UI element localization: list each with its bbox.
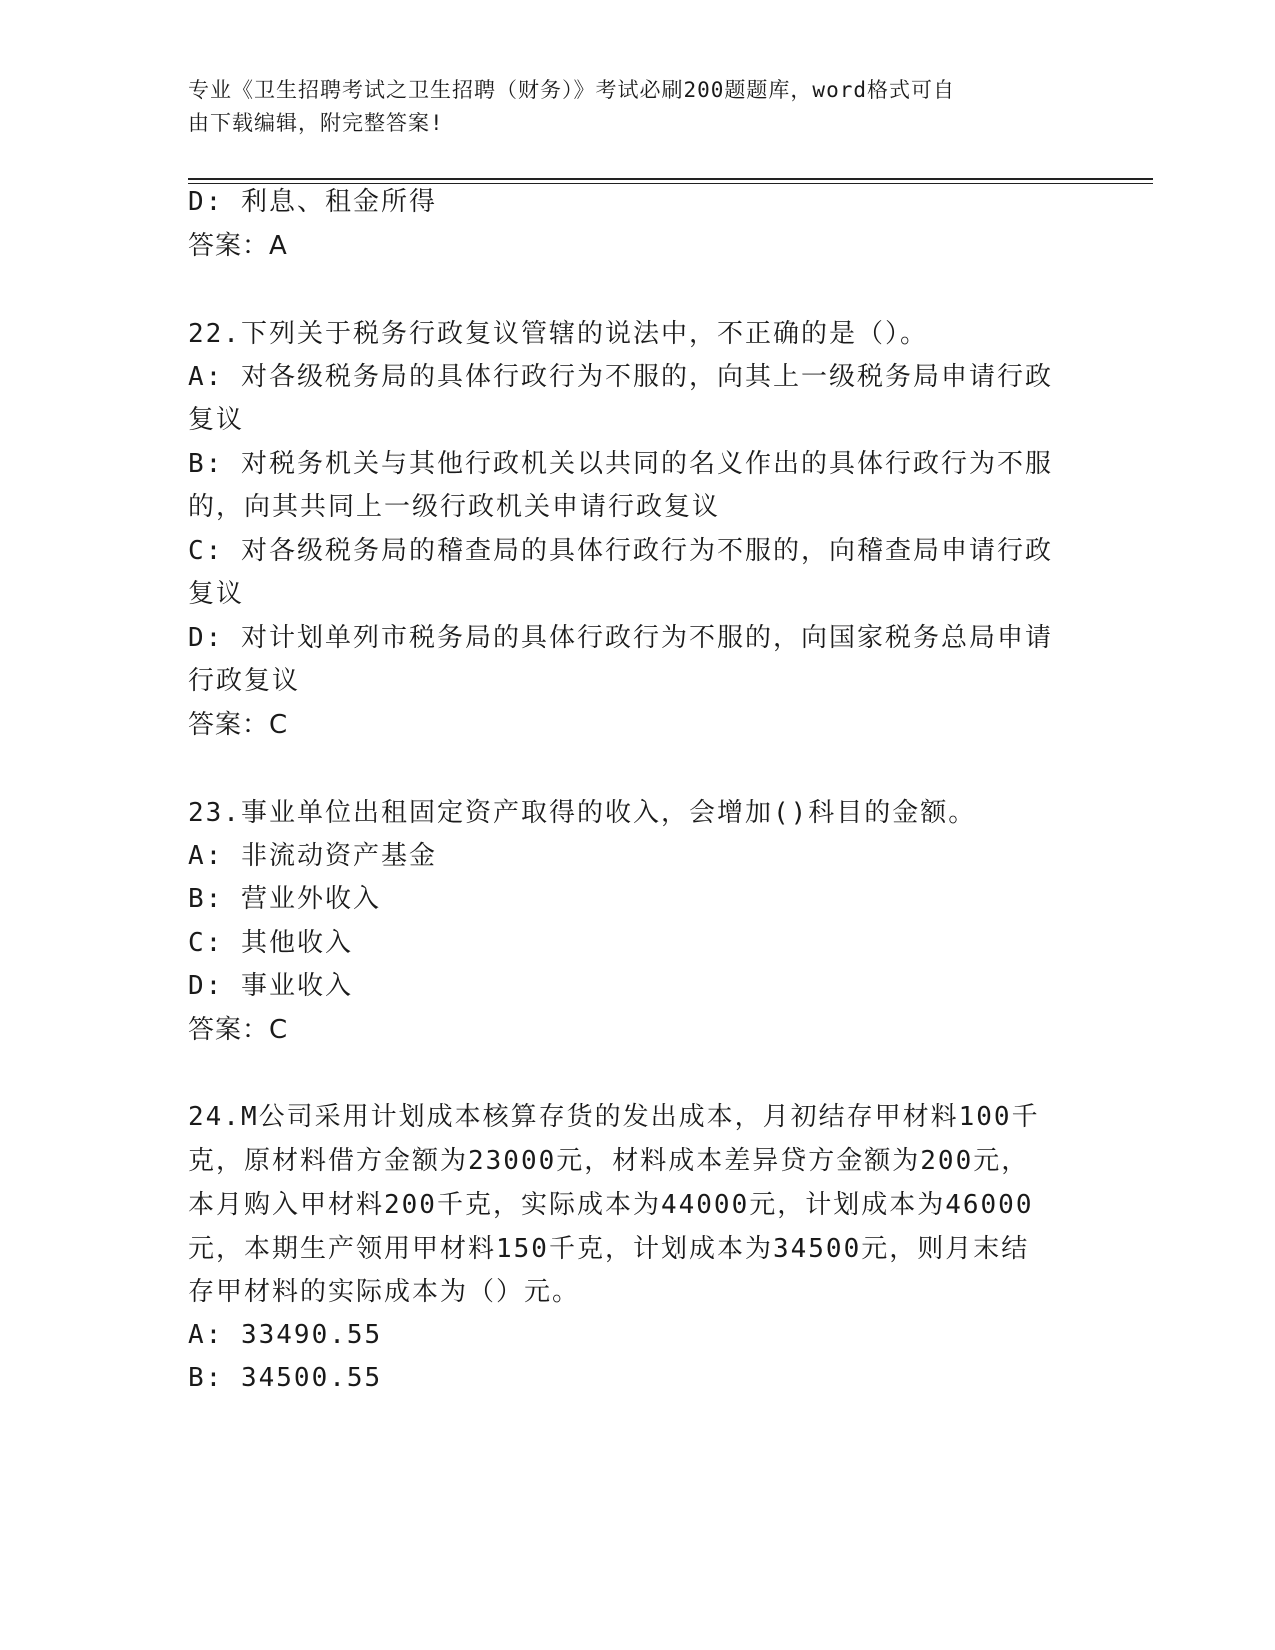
header-rule-thick bbox=[188, 178, 1153, 180]
q22-stem: 22.下列关于税务行政复议管辖的说法中，不正确的是（）。 bbox=[188, 319, 928, 349]
q22-option-b-line1: B: 对税务机关与其他行政机关以共同的名义作出的具体行政行为不服 bbox=[188, 449, 1053, 479]
q22-answer: 答案：C bbox=[188, 710, 289, 740]
q22-option-a-line2: 复议 bbox=[188, 405, 245, 435]
q22-option-c-line2: 复议 bbox=[188, 579, 245, 609]
q22-option-d-line2: 行政复议 bbox=[188, 666, 301, 696]
q24-stem-line5: 存甲材料的实际成本为（）元。 bbox=[188, 1277, 581, 1307]
q24-stem-line1: 24.M公司采用计划成本核算存货的发出成本，月初结存甲材料100千 bbox=[188, 1102, 1040, 1132]
q23-option-b: B: 营业外收入 bbox=[188, 884, 381, 914]
q24-option-b: B: 34500.55 bbox=[188, 1363, 383, 1393]
header-line-2: 由下载编辑，附完整答案! bbox=[188, 111, 444, 135]
q24-option-a: A: 33490.55 bbox=[188, 1320, 383, 1350]
q23-option-a: A: 非流动资产基金 bbox=[188, 841, 437, 871]
q22-option-d-line1: D: 对计划单列市税务局的具体行政行为不服的，向国家税务总局申请 bbox=[188, 623, 1053, 653]
q24-stem-line2: 克，原材料借方金额为23000元，材料成本差异贷方金额为200元， bbox=[188, 1146, 1030, 1176]
prev-answer: 答案：A bbox=[188, 231, 288, 261]
header-rule-thin bbox=[188, 183, 1153, 184]
header-line-1: 专业《卫生招聘考试之卫生招聘（财务）》考试必刷200题题库，word格式可自 bbox=[188, 78, 955, 102]
q24-stem-line4: 元，本期生产领用甲材料150千克，计划成本为34500元，则月末结 bbox=[188, 1234, 1030, 1264]
q23-option-d: D: 事业收入 bbox=[188, 971, 353, 1001]
q22-option-c-line1: C: 对各级税务局的稽查局的具体行政行为不服的，向稽查局申请行政 bbox=[188, 536, 1053, 566]
document-header bbox=[188, 74, 1068, 140]
q23-answer: 答案：C bbox=[188, 1015, 289, 1045]
q23-option-c: C: 其他收入 bbox=[188, 928, 353, 958]
q22-option-b-line2: 的，向其共同上一级行政机关申请行政复议 bbox=[188, 492, 721, 522]
q23-stem: 23.事业单位出租固定资产取得的收入，会增加()科目的金额。 bbox=[188, 798, 977, 828]
q24-stem-line3: 本月购入甲材料200千克，实际成本为44000元，计划成本为46000 bbox=[188, 1190, 1034, 1220]
q22-option-a-line1: A: 对各级税务局的具体行政行为不服的，向其上一级税务局申请行政 bbox=[188, 362, 1053, 392]
prev-option-d: D: 利息、租金所得 bbox=[188, 187, 437, 217]
